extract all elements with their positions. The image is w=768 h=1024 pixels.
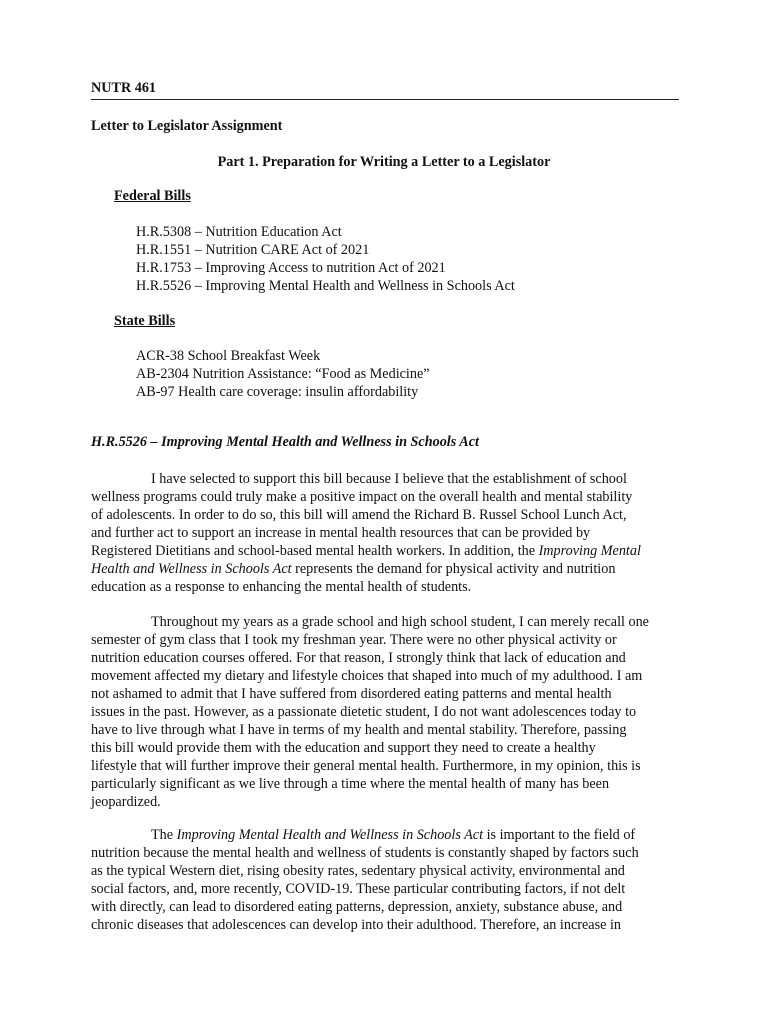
paragraph-line: and further act to support an increase in mental health resources that can be provided by — [91, 525, 591, 541]
paragraph-line: wellness programs could truly make a positive impact on the overall health and mental stability — [91, 489, 633, 505]
paragraph-line: semester of gym class that I took my freshman year. There were no other physical activity or — [91, 632, 617, 648]
italic-bill-name: Improving Mental — [538, 543, 641, 559]
paragraph-line: of adolescents. In order to do so, this bill will amend the Richard B. Russel School Lunch Act, — [91, 507, 627, 523]
paragraph-line: particularly significant as we live through a time where the mental health of many has been — [91, 776, 610, 792]
paragraph-line — [91, 826, 679, 844]
paragraph-line: issues in the past. However, as a passionate dietetic student, I do not want adolescences today to — [91, 704, 637, 720]
paragraph-1 — [91, 470, 679, 596]
paragraph-line: social factors, and, more recently, COVID-19. These particular contributing factors, if not delt — [91, 881, 626, 897]
paragraph-line: education as a response to enhancing the mental health of students. — [91, 579, 472, 595]
paragraph-line — [91, 560, 679, 578]
list-item: H.R.1551 – Nutrition CARE Act of 2021 — [136, 242, 370, 258]
federal-bills-heading: Federal Bills — [114, 188, 191, 204]
list-item: H.R.5308 – Nutrition Education Act — [136, 224, 342, 240]
list-item: H.R.5526 – Improving Mental Health and Wellness in Schools Act — [136, 278, 515, 294]
paragraph-line: lifestyle that will further improve their general mental health. Furthermore, in my opinion, this is — [91, 758, 641, 774]
state-bills-list — [136, 347, 430, 401]
paragraph-line: nutrition education courses offered. For that reason, I strongly think that lack of education and — [91, 650, 626, 666]
list-item: ACR-38 School Breakfast Week — [136, 348, 321, 364]
assignment-title: Letter to Legislator Assignment — [91, 118, 283, 134]
paragraph-line: jeopardized. — [91, 794, 161, 810]
paragraph-line: this bill would provide them with the education and support they need to create a healthy — [91, 740, 596, 756]
state-bills-heading: State Bills — [114, 313, 176, 329]
list-item: AB-97 Health care coverage: insulin affordability — [136, 384, 419, 400]
paragraph-line: Throughout my years as a grade school and high school student, I can merely recall one — [151, 614, 649, 630]
text-run: Registered Dietitians and school-based mental health workers. In addition, the — [91, 543, 539, 559]
paragraph-line: as the typical Western diet, rising obesity rates, sedentary physical activity, environmental and — [91, 863, 625, 879]
paragraph-3 — [91, 826, 679, 934]
paragraph-line — [91, 542, 679, 560]
course-code: NUTR 461 — [91, 80, 679, 100]
list-item: AB-2304 Nutrition Assistance: “Food as Medicine” — [136, 366, 430, 382]
paragraph-2 — [91, 613, 679, 811]
part-title: Part 1. Preparation for Writing a Letter to a Legislator — [217, 154, 551, 170]
federal-bills-list — [136, 223, 515, 295]
paragraph-line: chronic diseases that adolescences can develop into their adulthood. Therefore, an increase in — [91, 917, 621, 933]
list-item: H.R.1753 – Improving Access to nutrition Act of 2021 — [136, 260, 446, 276]
paragraph-line: with directly, can lead to disordered eating patterns, depression, anxiety, substance abuse, and — [91, 899, 623, 915]
paragraph-line: have to live through what I have in terms of my health and mental stability. Therefore, passing — [91, 722, 627, 738]
selected-bill-title: H.R.5526 – Improving Mental Health and Wellness in Schools Act — [91, 434, 479, 450]
paragraph-line: movement affected my dietary and lifestyle choices that shaped into much of my adulthood. I am — [91, 668, 643, 684]
text-run: represents the demand for physical activity and nutrition — [291, 561, 616, 577]
italic-bill-name: Health and Wellness in Schools Act — [91, 561, 292, 577]
paragraph-line: not ashamed to admit that I have suffered from disordered eating patterns and mental health — [91, 686, 612, 702]
paragraph-line: nutrition because the mental health and wellness of students is constantly shaped by factors such — [91, 845, 639, 861]
text-run: The — [151, 827, 177, 843]
text-run: is important to the field of — [483, 827, 636, 843]
paragraph-line: I have selected to support this bill because I believe that the establishment of school — [151, 471, 627, 487]
italic-bill-name: Improving Mental Health and Wellness in Schools Act — [176, 827, 484, 843]
